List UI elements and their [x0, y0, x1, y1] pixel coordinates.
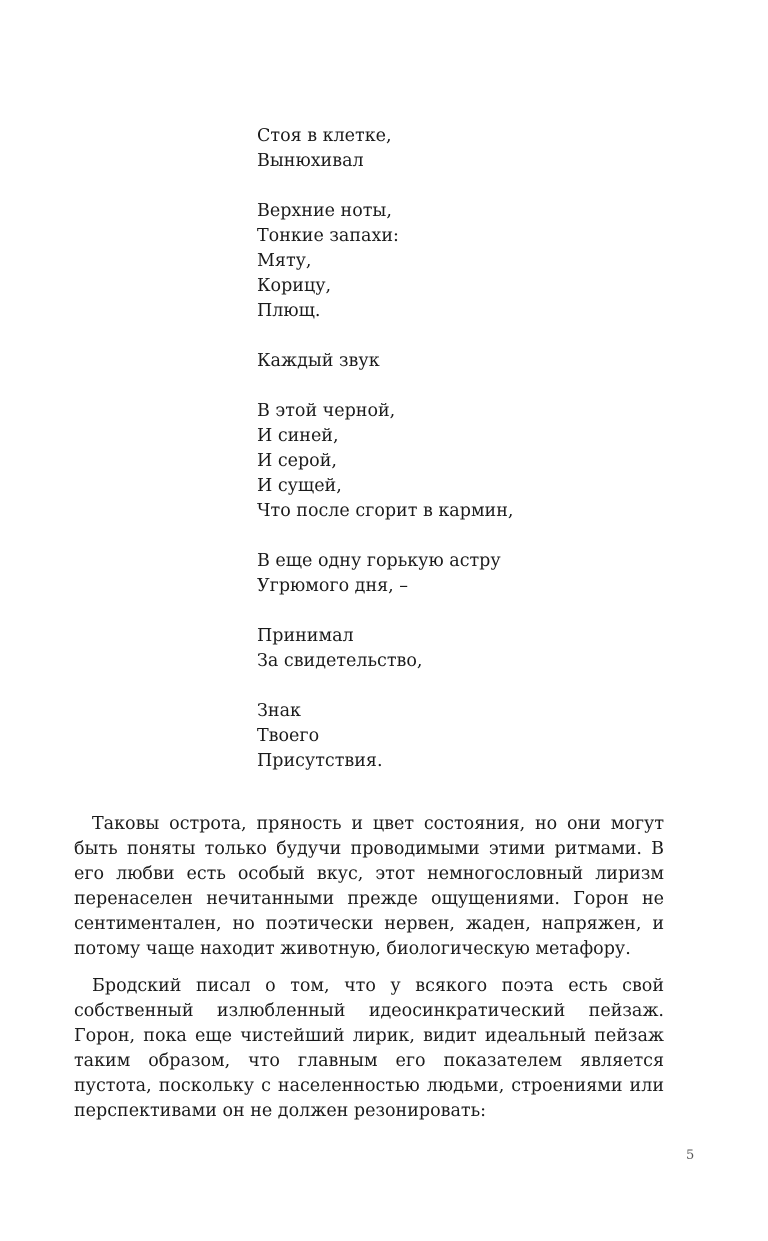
poem-line: Каждый звук	[257, 351, 380, 371]
page-number: 5	[686, 1148, 695, 1163]
poem-line: И серой,	[257, 451, 337, 471]
poem-stanza-5	[257, 549, 513, 599]
poem-line: За свидетельство,	[257, 651, 423, 671]
poem-line: В еще одну горькую астру	[257, 551, 501, 571]
poem-line: И сущей,	[257, 476, 342, 496]
prose-paragraph-1: Таковы острота, пряность и цвет состояния, но они могут быть поняты только будучи проводимыми этими ритмами. В его любви есть особый вкус, этот немногословный лиризм перенаселен нечитанными прежде ощущениями. Горон не сентиментален, но поэтически нервен, жаден, напряжен, и потому чаще находит животную, биологическую метафору.	[74, 814, 664, 959]
poem-line: Принимал	[257, 626, 354, 646]
poem-stanza-1	[257, 124, 513, 174]
poem-line: Вынюхивал	[257, 151, 364, 171]
poem-line: И синей,	[257, 426, 339, 446]
poem-stanza-4	[257, 399, 513, 524]
poem-stanza-6	[257, 624, 513, 674]
poem-line: Мяту,	[257, 251, 312, 271]
prose-paragraph-2: Бродский писал о том, что у всякого поэта есть свой собственный излюбленный идеосинкратический пейзаж. Горон, пока еще чистейший лирик, видит идеальный пейзаж таким образом, что главным его показателем является пустота, поскольку с населенностью людьми, строениями или перспективами он не должен резонировать:	[74, 976, 664, 1121]
poem-line: Твоего	[257, 726, 320, 746]
poem-stanza-2	[257, 199, 513, 324]
poem-line: Корицу,	[257, 276, 332, 296]
poem-line: Знак	[257, 701, 301, 721]
poem-stanza-7	[257, 699, 513, 774]
poem-line: Что после сгорит в кармин,	[257, 501, 514, 521]
poem-line: Плющ.	[257, 301, 321, 321]
poem-line: Стоя в клетке,	[257, 126, 392, 146]
prose-body	[74, 812, 664, 1136]
poem-line: Угрюмого дня, –	[257, 576, 409, 596]
poem-stanza-3	[257, 349, 513, 374]
poem-line: Присутствия.	[257, 751, 383, 771]
poem-line: В этой черной,	[257, 401, 396, 421]
poem	[257, 124, 513, 774]
poem-line: Тонкие запахи:	[257, 226, 399, 246]
poem-line: Верхние ноты,	[257, 201, 392, 221]
